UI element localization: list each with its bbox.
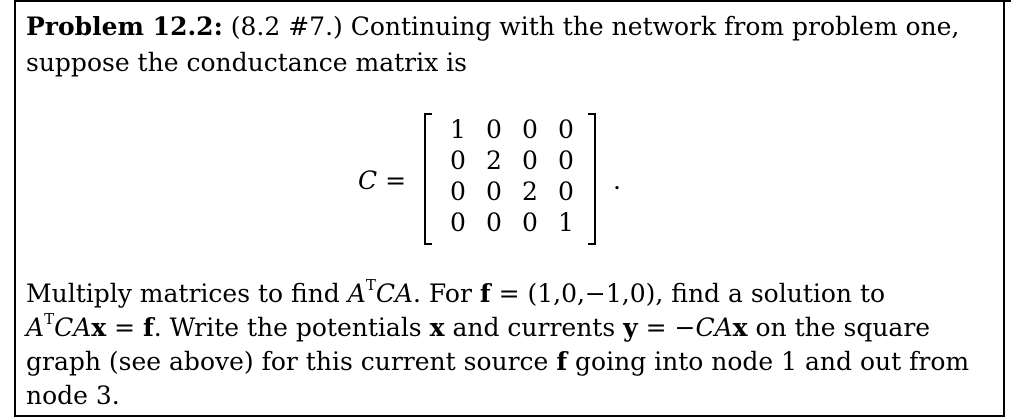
- matrix-cell: 0: [558, 115, 574, 144]
- text-run: = −: [637, 313, 696, 342]
- var-f: f: [556, 347, 568, 376]
- var-A: A: [26, 313, 45, 342]
- var-x: x: [732, 313, 748, 342]
- var-CA: CA: [375, 279, 414, 308]
- matrix-cell: 2: [522, 177, 538, 206]
- matrix-cell: 0: [522, 115, 538, 144]
- matrix-left-bracket: [424, 113, 432, 245]
- body-line-2: [26, 310, 931, 343]
- var-x: x: [91, 313, 107, 342]
- var-y: y: [623, 313, 638, 342]
- matrix-cell: 1: [558, 208, 574, 237]
- matrix-cell: 0: [450, 208, 466, 237]
- var-f: f: [479, 279, 491, 308]
- problem-heading-line: [26, 12, 959, 42]
- transpose-T: T: [365, 276, 376, 294]
- problem-intro: (8.2 #7.) Continuing with the network from problem one,: [230, 12, 960, 41]
- conductance-matrix: [440, 114, 584, 238]
- matrix-cell: 0: [558, 146, 574, 175]
- matrix-cell: 0: [558, 177, 574, 206]
- text-run: and currents: [444, 313, 624, 342]
- var-x: x: [429, 313, 445, 342]
- matrix-row: [440, 176, 584, 207]
- text-run: on the square: [747, 313, 931, 342]
- matrix-cell: 0: [486, 177, 502, 206]
- matrix-row: [440, 114, 584, 145]
- matrix-cell: 0: [522, 208, 538, 237]
- matrix-cell: 0: [486, 208, 502, 237]
- transpose-T: T: [44, 310, 55, 328]
- matrix-row: [440, 145, 584, 176]
- matrix-period: .: [613, 166, 621, 195]
- text-run: = (1,0,−1,0), find a solution to: [490, 279, 886, 308]
- text-run: going into node 1 and out from: [567, 347, 970, 376]
- matrix-row: [440, 207, 584, 238]
- text-run: =: [106, 313, 144, 342]
- matrix-right-bracket: [588, 113, 596, 245]
- matrix-cell: 1: [450, 115, 466, 144]
- body-line-3: [26, 347, 969, 377]
- var-CA: CA: [54, 313, 92, 342]
- matrix-cell: 2: [486, 146, 502, 175]
- matrix-label: C =: [358, 166, 407, 195]
- matrix-cell: 0: [450, 146, 466, 175]
- matrix-cell: 0: [522, 146, 538, 175]
- matrix-cell: 0: [450, 177, 466, 206]
- problem-label: Problem 12.2:: [26, 12, 223, 41]
- body-line-1: [26, 276, 886, 309]
- matrix-cell: 0: [486, 115, 502, 144]
- text-run: Multiply matrices to find: [26, 279, 348, 308]
- body-line-4: node 3.: [26, 381, 120, 410]
- var-A: A: [347, 279, 366, 308]
- var-f: f: [143, 313, 154, 342]
- var-CA: CA: [695, 313, 733, 342]
- text-run: graph (see above) for this current source: [26, 347, 557, 376]
- problem-intro-line2: suppose the conductance matrix is: [26, 48, 467, 77]
- text-run: . For: [413, 279, 480, 308]
- text-run: . Write the potentials: [153, 313, 430, 342]
